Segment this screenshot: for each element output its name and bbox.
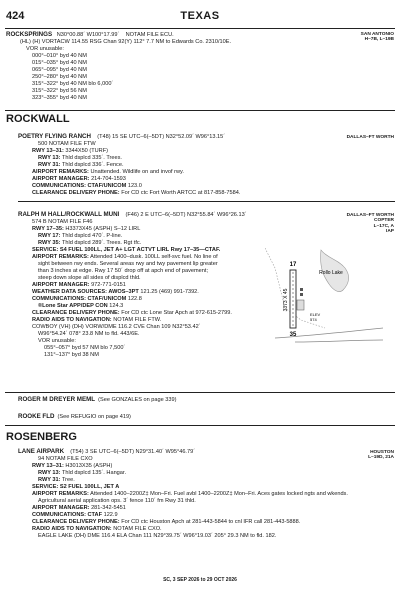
rocksprings-coords: N30°00.88´ W100°17.99´ bbox=[56, 32, 120, 38]
ralph-rwy17-value: Thld dsplcd 470´. P-line. bbox=[61, 233, 123, 239]
ref-rooke bbox=[18, 414, 131, 421]
lane-chart: L–19D, 21A bbox=[368, 455, 394, 461]
poetry-line2: 500 NOTAM FILE FTW bbox=[38, 141, 96, 147]
poetry-rwy-value: 3344X50 (TURF) bbox=[65, 148, 108, 154]
ralph-radio bbox=[32, 317, 161, 324]
ref-rooke-see[interactable]: (See REFUGIO on page 419) bbox=[57, 414, 131, 420]
lane-manager-label: AIRPORT MANAGER: bbox=[32, 505, 90, 511]
poetry-rwy-label: RWY 13–31: bbox=[32, 148, 64, 154]
apron-shape bbox=[297, 300, 304, 310]
lake-label: Rollo Lake bbox=[319, 270, 343, 276]
poetry-comm-value: 123.0 bbox=[127, 183, 142, 189]
rocksprings-vortac: (HL) (H) VORTACW 114.55 RSG Chan 92(Y) 112° 7.7 NM to Edwards Co. 2310/10E. bbox=[20, 39, 232, 45]
rocksprings-name: ROCKSPRINGS bbox=[6, 31, 53, 38]
poetry-remarks bbox=[32, 169, 184, 176]
runway-dimensions: 3373 X 45 bbox=[283, 288, 289, 312]
lane-rwy bbox=[32, 463, 112, 470]
poetry-rwy bbox=[32, 148, 108, 155]
ralph-weather-value: 121.25 (469) 991-7392. bbox=[140, 289, 199, 295]
ralph-rwy-value: H3373X45 (ASPH) S–12 LIRL bbox=[65, 226, 141, 232]
ralph-vor-unusable-1: 131°–137° byd 38 NM bbox=[44, 352, 99, 358]
poetry-clr-label: CLEARANCE DELIVERY PHONE: bbox=[32, 190, 120, 196]
ralph-remarks-line-1: sight between rwy ends. Several areas rwy and twy pavement lip greater bbox=[38, 261, 218, 267]
rocksprings-unusable-4: 315°–322° byd 40 NM blo 6,000´ bbox=[32, 81, 114, 87]
poetry-rwy13-value: Thld dsplcd 335´. Trees. bbox=[61, 155, 122, 161]
lane-name: LANE AIRPARK bbox=[18, 448, 65, 455]
ralph-clr-label: CLEARANCE DELIVERY PHONE: bbox=[32, 310, 120, 316]
poetry-remarks-label: AIRPORT REMARKS: bbox=[32, 169, 89, 175]
rockwall-city: ROCKWALL bbox=[6, 113, 70, 125]
lane-remarks-line-1: Agricultural aerial application ops. 3´ fence 110´ fm Rwy 31 thld. bbox=[38, 498, 196, 504]
ralph-rwy17-label: RWY 17: bbox=[38, 233, 61, 239]
elev-value: 574 bbox=[310, 317, 317, 322]
ralph-cowboy-1: COWBOY (VH) (DH) VORW/DME 116.2 CVE Chan 109 N32°53.42´ bbox=[32, 324, 201, 330]
lane-radio-value: NOTAM FILE CXO. bbox=[113, 526, 162, 532]
rocksprings-unusable-0: 000°–010° byd 40 NM bbox=[32, 53, 87, 59]
ralph-region: DALLAS–FT WORTH bbox=[346, 213, 394, 218]
ralph-vor-unusable-0: 055°–057° byd 57 NM blo 7,500´ bbox=[44, 345, 126, 351]
rocksprings-unusable-1: 015°–035° byd 40 NM bbox=[32, 60, 87, 66]
runway-end-35: 35 bbox=[289, 332, 297, 338]
ralph-star bbox=[38, 303, 123, 310]
ref-rooke-name: ROOKE FLD bbox=[18, 413, 55, 420]
ref-dreyer-see[interactable]: (See GONZALES on page 339) bbox=[98, 397, 177, 403]
lane-radio bbox=[32, 526, 162, 533]
poetry-manager-label: AIRPORT MANAGER: bbox=[32, 176, 90, 182]
lane-rwy13-label: RWY 13: bbox=[38, 470, 61, 476]
poetry-comm-label: COMMUNICATIONS: CTAF/UNICOM bbox=[32, 183, 127, 189]
ralph-service: SERVICE: S4 FUEL 100LL, JET A+ LGT ACTVT LIRL Rwy 17–35—CTAF. bbox=[32, 247, 221, 253]
lane-clr bbox=[32, 519, 300, 526]
rocksprings-unusable-6: 323°–355° byd 40 NM bbox=[32, 95, 87, 101]
hangar-shape-2 bbox=[300, 293, 303, 296]
lane-rwy13 bbox=[38, 470, 126, 477]
ralph-comm-value: 122.8 bbox=[127, 296, 142, 302]
ralph-vor-unusable-label: VOR unusable: bbox=[38, 338, 76, 344]
poetry-info: (T48) 15 SE UTC–6(–5DT) N32°52.09´ W96°13.15´ bbox=[97, 134, 226, 140]
ralph-remarks-line-2: than 3 inches at edge. Rwy 17 50´ drop off at apch end of pavement; bbox=[38, 268, 208, 274]
lane-manager-value: 281-342-5451 bbox=[91, 505, 126, 511]
rocksprings-unusable-label: VOR unusable: bbox=[26, 46, 64, 52]
rocksprings-unusable-3: 250°–280° byd 40 NM bbox=[32, 74, 87, 80]
lane-comm-value: 122.9 bbox=[103, 512, 118, 518]
poetry-name: POETRY FLYING RANCH bbox=[18, 133, 91, 140]
hangar-shape bbox=[300, 288, 303, 291]
ralph-manager-label: AIRPORT MANAGER: bbox=[32, 282, 90, 288]
lane-manager bbox=[32, 505, 126, 512]
ralph-region-block bbox=[347, 213, 394, 235]
ref-dreyer bbox=[18, 397, 176, 404]
page-number: 424 bbox=[6, 10, 25, 22]
lane-eagle: EAGLE LAKE (DH) DME 116.4 ELA Chan 111 N29°39.75´ W96°19.03´ 205° 29.3 NM to fld. 182. bbox=[38, 533, 277, 539]
ralph-clr-value: For CD ctc Lone Star Apch at 972-615-2799. bbox=[121, 310, 232, 316]
rocksprings-unusable-2: 065°–095° byd 40 NM bbox=[32, 67, 87, 73]
lane-rwy-label: RWY 13–31: bbox=[32, 463, 64, 469]
ralph-rwy bbox=[32, 226, 140, 233]
ralph-iap: IAP bbox=[386, 229, 394, 235]
lane-rwy-value: H3013X35 (ASPH) bbox=[65, 463, 113, 469]
lane-remarks-label: AIRPORT REMARKS: bbox=[32, 491, 89, 497]
rockwall-rule bbox=[5, 110, 395, 111]
rocksprings-unusable-5: 315°–322° byd 56 NM bbox=[32, 88, 87, 94]
ralph-remarks-label: AIRPORT REMARKS: bbox=[32, 254, 89, 260]
rocksprings-notam: NOTAM FILE ECU. bbox=[125, 32, 174, 38]
ralph-copter: COPTER bbox=[374, 218, 394, 224]
rocksprings-chart: H–7B, L–19B bbox=[364, 37, 394, 43]
lane-remarks-0 bbox=[32, 491, 348, 498]
lane-comm bbox=[32, 512, 118, 519]
ralph-clr bbox=[32, 310, 232, 317]
lane-line2: 94 NOTAM FILE CXO bbox=[38, 456, 93, 462]
poetry-rwy31-label: RWY 31: bbox=[38, 162, 61, 168]
ralph-weather-label: WEATHER DATA SOURCES: AWOS–3PT bbox=[32, 289, 139, 295]
rocksprings-region: SAN ANTONIO bbox=[360, 32, 394, 37]
ralph-manager bbox=[32, 282, 126, 289]
state-title: TEXAS bbox=[180, 10, 220, 22]
ralph-remarks-line-3: steep down slope all sides of displcd thld. bbox=[38, 275, 141, 281]
rocksprings-region-block bbox=[361, 32, 394, 43]
lane-clr-label: CLEARANCE DELIVERY PHONE: bbox=[32, 519, 120, 525]
ralph-manager-value: 972-771-0151 bbox=[91, 282, 126, 288]
page-footer: SC, 3 SEP 2026 to 29 OCT 2026 bbox=[163, 577, 237, 583]
ralph-star-value: 124.3 bbox=[109, 303, 124, 309]
ralph-comm bbox=[32, 296, 142, 303]
ralph-remarks-line-0: Attended 1400–dusk. 100LL self-svc fuel. No line of bbox=[90, 254, 218, 260]
poetry-rwy31-value: Thld dsplcd 336´. Fence. bbox=[61, 162, 124, 168]
poetry-rwy13-label: RWY 13: bbox=[38, 155, 61, 161]
ralph-remarks-0 bbox=[32, 254, 218, 261]
poetry-comm bbox=[32, 183, 142, 190]
header-rule bbox=[5, 28, 395, 29]
ralph-comm-label: COMMUNICATIONS: CTAF/UNICOM bbox=[32, 296, 127, 302]
ralph-rwy35-value: Thld dsplcd 289´. Trees. Rgt tfc. bbox=[61, 240, 142, 246]
ralph-radio-label: RADIO AIDS TO NAVIGATION: bbox=[32, 317, 112, 323]
runway-shape bbox=[290, 270, 296, 328]
ralph-star-label: ®Lone Star APP/DEP CON bbox=[38, 303, 108, 309]
ralph-weather bbox=[32, 289, 199, 296]
lane-line bbox=[18, 449, 195, 456]
elev-label: ELEV bbox=[310, 312, 321, 317]
lane-info: (T54) 3 SE UTC–6(–5DT) N29°31.40´ W95°46.79´ bbox=[70, 449, 196, 455]
ralph-rule bbox=[18, 201, 395, 202]
lane-rwy31 bbox=[38, 477, 75, 484]
poetry-manager-value: 214-704-1593 bbox=[91, 176, 126, 182]
lane-comm-label: COMMUNICATIONS: CTAF bbox=[32, 512, 103, 518]
poetry-region: DALLAS–FT WORTH bbox=[346, 135, 394, 140]
lane-region-block bbox=[368, 450, 394, 461]
ralph-rwy35-label: RWY 35: bbox=[38, 240, 61, 246]
lane-radio-label: RADIO AIDS TO NAVIGATION: bbox=[32, 526, 112, 532]
lane-rwy31-label: RWY 31: bbox=[38, 477, 61, 483]
lane-service: SERVICE: S2 FUEL 100LL, JET A bbox=[32, 484, 120, 490]
rocksprings-line bbox=[6, 32, 174, 39]
airport-diagram bbox=[265, 248, 385, 358]
rosenberg-city: ROSENBERG bbox=[6, 431, 77, 443]
ralph-rwy-label: RWY 17–35: bbox=[32, 226, 64, 232]
lane-region: HOUSTON bbox=[370, 450, 394, 455]
ralph-line2: 574 B NOTAM FILE F46 bbox=[32, 219, 93, 225]
poetry-remarks-value: Unattended. Wildlife on and invof rwy. bbox=[90, 169, 184, 175]
poetry-rwy31 bbox=[38, 162, 124, 169]
ralph-info: (F46) 2 E UTC–6(–5DT) N32°55.84´ W96°26.13´ bbox=[125, 212, 247, 218]
road-line-south-2 bbox=[295, 340, 383, 342]
poetry-line bbox=[18, 134, 225, 141]
ralph-radio-value: NOTAM FILE FTW. bbox=[113, 317, 162, 323]
ralph-cowboy-2: W96°54.24´ 078° 23.8 NM to fld. 443/6E. bbox=[38, 331, 140, 337]
runway-end-17: 17 bbox=[289, 262, 297, 268]
poetry-clr bbox=[32, 190, 240, 197]
ralph-rwy17 bbox=[38, 233, 122, 240]
ralph-rwy35 bbox=[38, 240, 141, 247]
lane-remarks-line-0: Attended 1400–2200Z‡ Mon–Fri. Fuel avbl 1400–2200Z‡ Mon–Fri. Aces gates locked ngts and wkends. bbox=[90, 491, 348, 497]
poetry-clr-value: For CD ctc Fort Worth ARTCC at 817-858-7584. bbox=[121, 190, 241, 196]
lane-clr-value: For CD ctc Houston Apch at 281-443-5844 to cnl IFR call 281-443-5888. bbox=[121, 519, 301, 525]
ralph-chart: L–17C, A bbox=[373, 223, 394, 229]
lane-rwy31-value: Tree. bbox=[61, 477, 75, 483]
ralph-line bbox=[18, 212, 247, 219]
lane-rwy13-value: Thld dsplcd 135´. Hangar. bbox=[61, 470, 127, 476]
poetry-rwy13 bbox=[38, 155, 122, 162]
poetry-manager bbox=[32, 176, 126, 183]
ralph-name: RALPH M HALL/ROCKWALL MUNI bbox=[18, 211, 120, 218]
ref-dreyer-name: ROGER M DREYER MEML bbox=[18, 396, 96, 403]
